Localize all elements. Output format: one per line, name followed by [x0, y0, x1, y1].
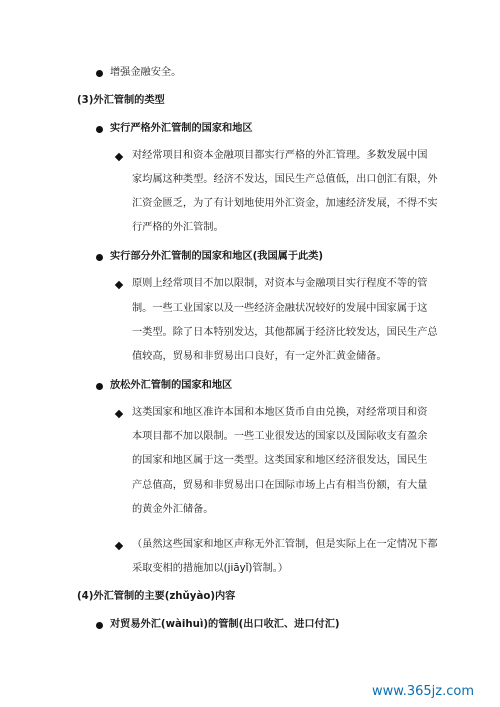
text-line: 本项目都不加以限制。一些工业很发达的国家以及国际收支有盈余: [132, 431, 428, 442]
section-heading: (4)外汇管制的主要(zhǔyào)内容: [77, 591, 236, 602]
text-line: 制。一些工业国家以及一些经济金融状况较好的发展中国家属于这: [132, 303, 428, 314]
text-line: 值较高，贸易和非贸易出口良好，有一定外汇黄金储备。: [132, 351, 387, 362]
diamond-bullet: [115, 281, 123, 289]
bullet-dot: [96, 70, 103, 77]
text-line: （虽然这些国家和地区声称无外汇管制，但是实际上在一定情况下都: [132, 539, 438, 550]
text-line: 原则上经常项目不加以限制，对资本与金融项目实行程度不等的管: [132, 278, 428, 289]
diamond-bullet: [115, 153, 123, 161]
text-line: 行严格的外汇管制。: [132, 222, 224, 233]
subsection-heading: 放松外汇管制的国家和地区: [110, 380, 233, 391]
text-line: 采取变相的措施加以(jiāyǐ)管制。）: [132, 563, 289, 574]
bullet-dot: [96, 383, 103, 390]
text-line: 的国家和地区属于这一类型。这类国家和地区经济很发达，国民生: [132, 455, 428, 466]
text-line: 产总值高，贸易和非贸易出口在国际市场上占有相当份额，有大量: [132, 480, 428, 491]
bullet-dot: [96, 254, 103, 261]
subsection-heading: 实行部分外汇管制的国家和地区(我国属于此类): [110, 251, 324, 262]
text-line: 增强金融安全。: [110, 67, 182, 78]
bullet-dot: [96, 622, 103, 629]
site-watermark: www.365jz.com: [372, 684, 474, 699]
section-heading: (3)外汇管制的类型: [77, 95, 165, 106]
bullet-dot: [96, 126, 103, 133]
diamond-bullet: [115, 542, 123, 550]
text-line: 对经常项目和资本金融项目都实行严格的外汇管理。多数发展中国: [132, 150, 428, 161]
text-line: 这类国家和地区准许本国和本地区货币自由兑换，对经常项目和资: [132, 407, 428, 418]
diamond-bullet: [115, 410, 123, 418]
text-line: 家均属这种类型。经济不发达，国民生产总值低，出口创汇有限，外: [132, 174, 438, 185]
subsection-heading: 实行严格外汇管制的国家和地区: [110, 123, 253, 134]
text-line: 一类型。除了日本特别发达，其他都属于经济比较发达，国民生产总: [132, 327, 438, 338]
text-line: 的黄金外汇储备。: [132, 504, 214, 515]
text-line: 汇资金匮乏，为了有计划地使用外汇资金，加速经济发展，不得不实: [132, 198, 438, 209]
subsection-heading: 对贸易外汇(wàihuì)的管制(出口收汇、进口付汇): [110, 619, 340, 630]
